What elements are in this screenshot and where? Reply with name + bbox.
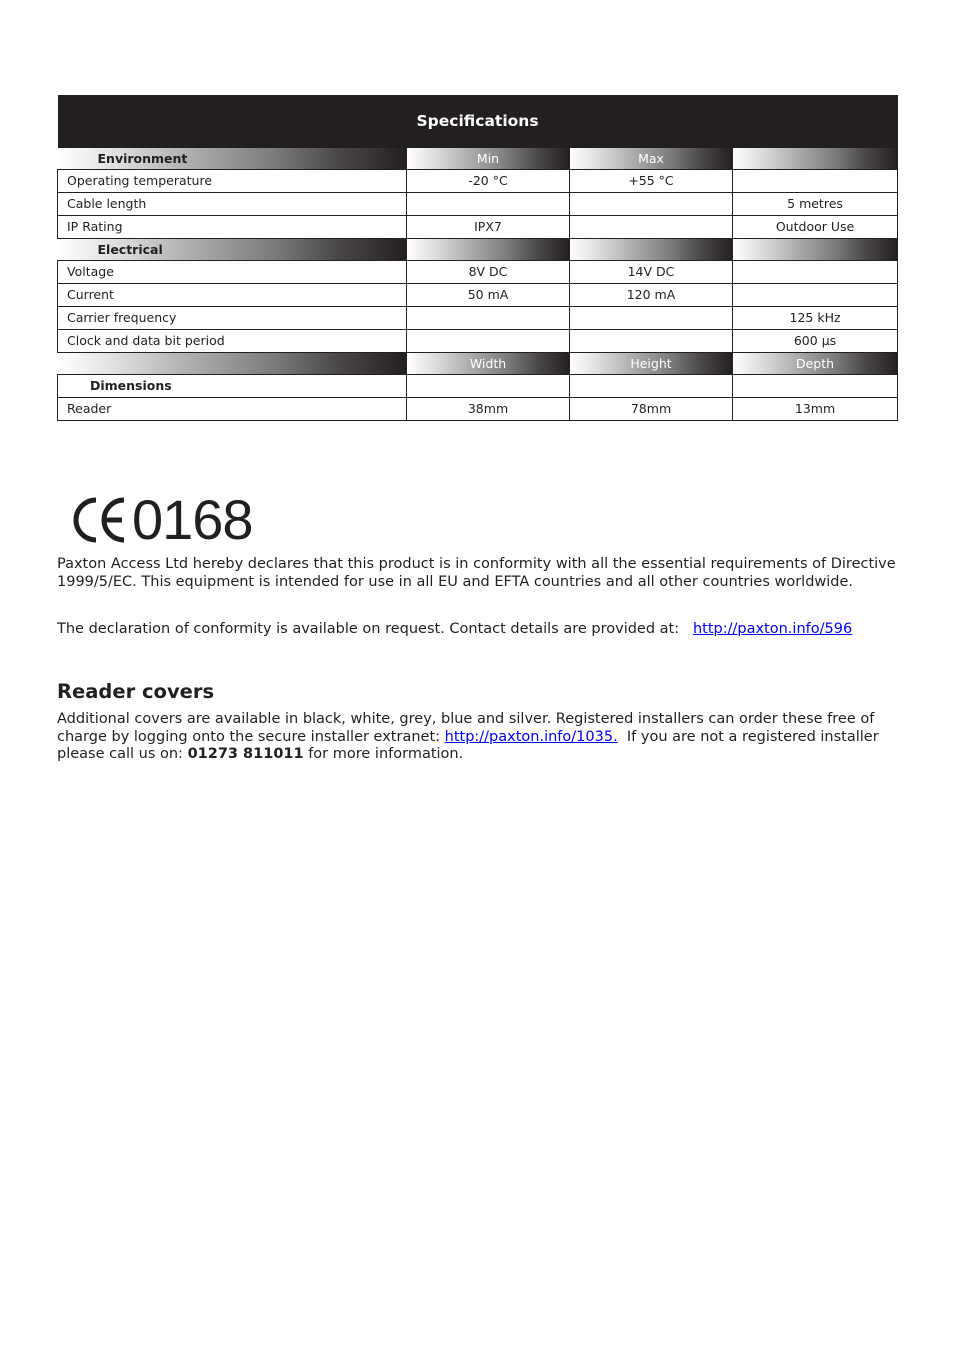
height-column-header: Height — [570, 352, 733, 374]
table-row — [58, 169, 898, 192]
conformity-text: The declaration of conformity is available on request. Contact details are provided at: — [57, 621, 680, 637]
max-value: +55 °C — [570, 169, 733, 192]
min-column-header: Min — [407, 147, 570, 169]
extra-value: 125 kHz — [733, 306, 898, 329]
min-value: -20 °C — [407, 169, 570, 192]
extranet-link[interactable]: http://paxton.info/1035. — [444, 728, 618, 745]
extra-value — [733, 283, 898, 306]
table-row — [58, 329, 898, 352]
height-value: 78mm — [570, 397, 733, 420]
min-value: IPX7 — [407, 215, 570, 238]
table-row — [58, 306, 898, 329]
extra-value: Outdoor Use — [733, 215, 898, 238]
row-label: Voltage — [58, 260, 407, 283]
min-value — [407, 329, 570, 352]
electrical-heading: Electrical — [58, 238, 407, 260]
extra-value — [733, 169, 898, 192]
row-label: Clock and data bit period — [58, 329, 407, 352]
table-row — [58, 192, 898, 215]
width-column-header: Width — [407, 352, 570, 374]
specifications-title: Specifications — [58, 95, 898, 147]
max-value: 120 mA — [570, 283, 733, 306]
row-label: IP Rating — [58, 215, 407, 238]
table-row — [58, 397, 898, 420]
depth-column-header: Depth — [733, 352, 898, 374]
table-row — [58, 260, 898, 283]
extra-value: 600 µs — [733, 329, 898, 352]
row-label: Carrier frequency — [58, 306, 407, 329]
dimensions-heading: Dimensions — [58, 374, 407, 397]
row-label: Cable length — [58, 192, 407, 215]
table-row — [58, 215, 898, 238]
min-value: 50 mA — [407, 283, 570, 306]
covers-text-2: If you are not a registered installer please call us on: — [57, 728, 879, 762]
table-row — [58, 283, 898, 306]
max-value — [570, 215, 733, 238]
max-column-header: Max — [570, 147, 733, 169]
min-value: 8V DC — [407, 260, 570, 283]
row-label: Operating temperature — [58, 169, 407, 192]
environment-heading: Environment — [58, 147, 407, 169]
ce-logo-icon — [72, 494, 128, 546]
max-value: 14V DC — [570, 260, 733, 283]
covers-text-1: Additional covers are available in black, white, grey, blue and silver. Registered installers can order these free of charge by logging onto the secure installer extranet: — [57, 711, 875, 745]
extra-value — [733, 260, 898, 283]
max-value — [570, 329, 733, 352]
specifications-table — [57, 95, 898, 421]
reader-covers-heading: Reader covers — [57, 680, 215, 703]
ce-mark-number: 0168 — [132, 488, 253, 551]
row-label: Current — [58, 283, 407, 306]
min-value — [407, 192, 570, 215]
max-value — [570, 192, 733, 215]
table-row — [58, 374, 898, 397]
declaration-text: Paxton Access Ltd hereby declares that this product is in conformity with all the essential requirements of Directive 1999/5/EC. This equipment is intended for use in all EU and EFTA countries and all other countries worldwide. — [57, 556, 896, 590]
width-value: 38mm — [407, 397, 570, 420]
phone-number: 01273 811011 — [187, 746, 304, 762]
ce-mark — [72, 490, 253, 550]
extra-value: 5 metres — [733, 192, 898, 215]
covers-text-3: for more information. — [308, 746, 464, 762]
conformity-paragraph — [57, 621, 902, 639]
row-label: Reader — [58, 397, 407, 420]
min-value — [407, 306, 570, 329]
conformity-link[interactable]: http://paxton.info/596 — [692, 621, 853, 637]
depth-value: 13mm — [733, 397, 898, 420]
max-value — [570, 306, 733, 329]
covers-paragraph — [57, 711, 902, 764]
